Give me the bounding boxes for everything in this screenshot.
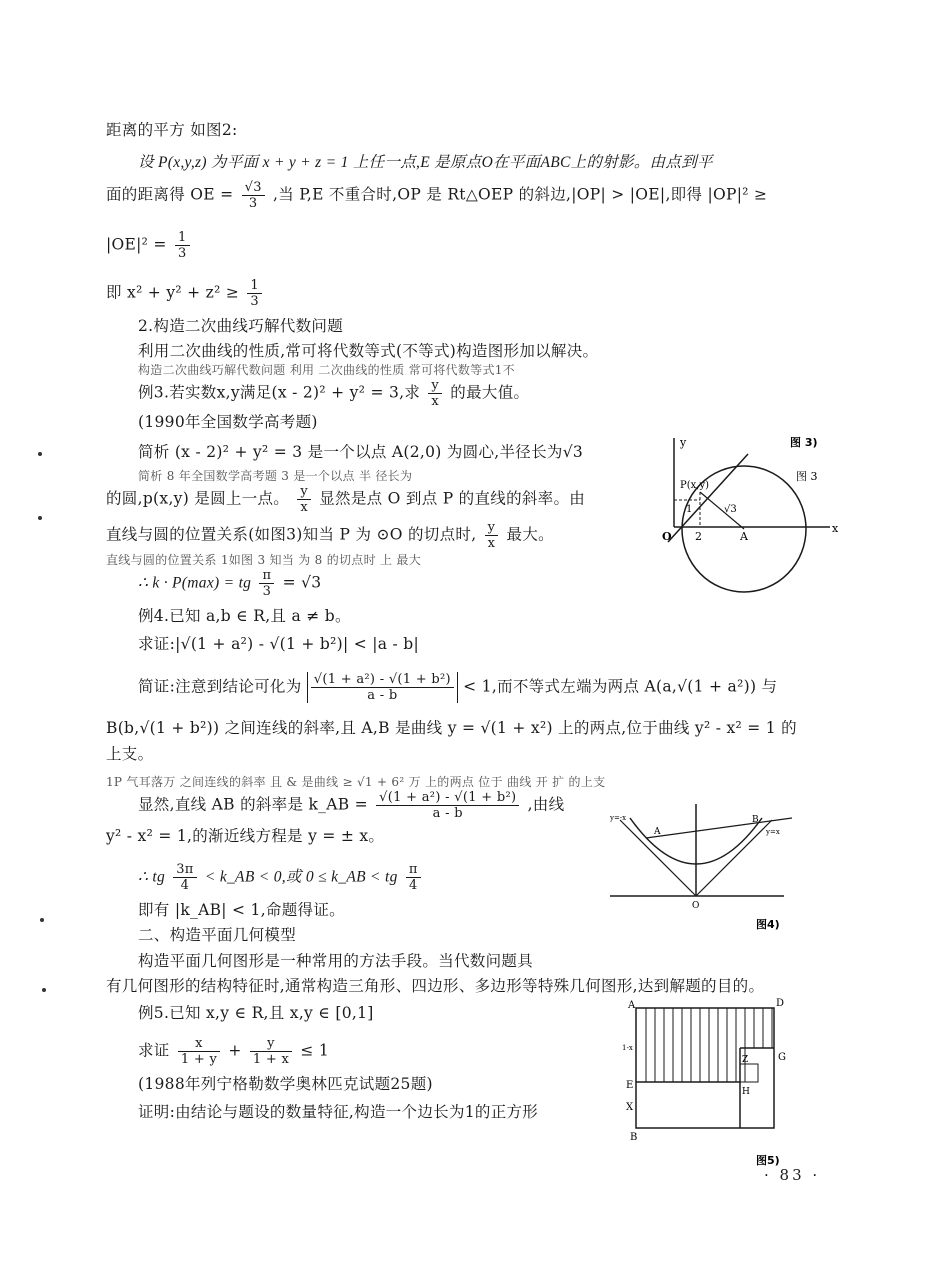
line-text: 简析 8 年全国数学高考题 3 是一个以点 半 径长为 (138, 469, 413, 483)
line-text: 显然是点 O 到点 P 的直线的斜率。由 (319, 489, 586, 508)
scan-mark (38, 516, 42, 520)
figure-5 (622, 998, 802, 1170)
label-a: A (740, 530, 748, 543)
hatching (646, 1008, 772, 1082)
label-x: X (626, 1102, 634, 1113)
line-text: 显然,直线 AB 的斜率是 k_AB = (138, 795, 368, 814)
scan-mark (42, 988, 46, 992)
line-text: 有几何图形的结构特征时,通常构造三角形、四边形、多边形等特殊几何图形,达到解题的目的。 (106, 977, 765, 995)
line-text: 即 x² + y² + z² ≥ (106, 283, 240, 302)
figure-caption: 图 3) (790, 436, 818, 449)
page-number: · 83 · (764, 1166, 821, 1184)
label-g: G (778, 1052, 786, 1063)
text-line (138, 900, 345, 920)
text-line (138, 634, 419, 654)
text-line (106, 484, 585, 515)
line-text: ∴ tg (138, 868, 165, 886)
line-text: 构造二次曲线巧解代数问题 利用 二次曲线的性质 常可将代数等式1不 (138, 363, 515, 377)
label-z: Z (742, 1055, 749, 1065)
line-text: 面的距离得 OE = (106, 185, 234, 204)
line-text: 例4.已知 a,b ∈ R,且 a ≠ b。 (138, 607, 351, 625)
fraction: $\frac{\pi}{4}$ (406, 862, 421, 893)
fraction: $\frac{1}{3}$ (175, 230, 190, 261)
text-line (138, 1003, 374, 1023)
fraction: $\frac{y}{x}$ (297, 484, 311, 515)
scan-mark (40, 918, 44, 922)
text-line (106, 744, 153, 764)
label-o: O (662, 530, 672, 543)
text-line (138, 412, 318, 432)
line-text: |OE|² = (106, 235, 167, 254)
line-text: < 1,而不等式左端为两点 A(a,√(1 + a²)) 与 (463, 677, 778, 696)
label-d: D (776, 998, 785, 1009)
label-two: 2 (695, 530, 702, 543)
fraction: $\frac{\text{√(1 + a²) - √(1 + b²)}}{a - b}$ (376, 790, 519, 821)
text-line (106, 550, 421, 570)
line-text: 设 P(x,y,z) 为平面 x + y + z = 1 上任一点,E 是原点O在平面ABC上的射影。由点到平 (138, 154, 713, 171)
figure-caption: 图5) (756, 1154, 780, 1167)
text-line (106, 180, 767, 211)
label-e: E (626, 1080, 634, 1091)
section-heading (138, 316, 343, 336)
line-text: 的最大值。 (450, 383, 530, 402)
figure-caption: 图 3 (796, 470, 818, 483)
fraction: $\frac{\text{√(1 + a²) - √(1 + b²)}}{a - b}$ (311, 672, 454, 703)
text-line (138, 951, 533, 971)
figure-caption: 图4) (756, 918, 780, 931)
line-text: 证明:由结论与题设的数量特征,构造一个边长为1的正方形 (138, 1103, 539, 1121)
line-text: 2.构造二次曲线巧解代数问题 (138, 317, 343, 335)
line-text: ,由线 (527, 795, 565, 814)
label-b: B (752, 815, 759, 825)
label-a: A (654, 827, 661, 837)
label-b: B (630, 1132, 638, 1143)
line-text: 直线与圆的位置关系 1如图 3 知当 为 8 的切点时 上 最大 (106, 553, 422, 567)
fraction: $\frac{y}{x}$ (428, 378, 442, 409)
text-line (138, 1074, 433, 1094)
line-text: 求证:|√(1 + a²) - √(1 + b²)| < |a - b| (138, 635, 420, 653)
text-line (138, 152, 713, 173)
line-text: ,当 P,E 不重合时,OP 是 Rt△OEP 的斜边,|OP| > |OE|,即得 |OP|² ≥ (273, 185, 768, 204)
line-text: < k_AB < 0,或 0 ≤ k_AB < tg (204, 868, 398, 886)
figure-3 (640, 432, 840, 612)
fraction: $\frac{3\pi}{4}$ (173, 862, 196, 893)
label-h: H (742, 1087, 750, 1097)
text-line (138, 360, 515, 380)
line-text: 1P 气耳落万 之间连线的斜率 且 & 是曲线 ≥ √1 + 6² 万 上的两点 位于 曲线 开 扩 的上支 (106, 775, 606, 789)
figure-5-svg (622, 998, 802, 1170)
label-side: 1-x (622, 1044, 633, 1052)
figure-4 (608, 800, 808, 940)
fraction: $\frac{1}{3}$ (247, 278, 262, 309)
text-line (138, 341, 598, 361)
line-text: 简证:注意到结论可化为 (138, 677, 302, 696)
line-text: 即有 |k_AB| < 1,命题得证。 (138, 901, 345, 919)
text-line (138, 790, 564, 821)
line-text: 的圆,p(x,y) 是圆上一点。 (106, 489, 290, 508)
line-text: = √3 (282, 573, 322, 592)
text-line (138, 606, 351, 626)
line-text: 构造平面几何图形是一种常用的方法手段。当代数问题具 (138, 952, 534, 970)
line-text: 例5.已知 x,y ∈ R,且 x,y ∈ [0,1] (138, 1004, 374, 1022)
line-text: (1990年全国数学高考题) (138, 413, 318, 431)
line-text: 简析 (x - 2)² + y² = 3 是一个以点 A(2,0) 为圆心,半径长为√3 (138, 443, 584, 461)
scan-mark (38, 452, 42, 456)
line-text: 距离的平方 如图2: (106, 121, 238, 139)
inner-rect (740, 1064, 758, 1082)
line-text: 二、构造平面几何模型 (138, 926, 297, 944)
label-y-minus-x: y=-x (610, 814, 627, 822)
line-text: 上支。 (106, 745, 154, 763)
text-line (106, 826, 384, 846)
label-o: O (692, 901, 700, 911)
text-line (138, 672, 777, 703)
line-text: B(b,√(1 + b²)) 之间连线的斜率,且 A,B 是曲线 y = √(1 + x²) 上的两点,位于曲线 y² - x² = 1 的 (106, 719, 797, 737)
line-text: 利用二次曲线的性质,常可将代数等式(不等式)构造图形加以解决。 (138, 342, 599, 360)
text-line (106, 120, 238, 140)
figure-4-svg (608, 800, 808, 940)
line-text: ≤ 1 (300, 1041, 330, 1060)
text-line (138, 378, 529, 409)
label-one: 1 (686, 504, 693, 515)
abs-value (307, 672, 458, 703)
square (636, 1008, 774, 1128)
figure-3-svg (640, 432, 840, 612)
text-line (106, 718, 797, 738)
line-text: y² - x² = 1,的渐近线方程是 y = ± x。 (106, 827, 385, 845)
section-heading (138, 925, 296, 945)
label-y: y (680, 436, 687, 449)
line-text: 最大。 (506, 525, 554, 544)
line-text: 例3.若实数x,y满足(x - 2)² + y² = 3,求 (138, 383, 421, 402)
fraction: $\frac{x}{1 + y}$ (178, 1036, 220, 1067)
text-line (138, 1102, 538, 1122)
line-text: 求证 (138, 1041, 170, 1060)
text-line (106, 230, 193, 261)
text-line (138, 568, 321, 599)
fraction: $\frac{y}{1 + x}$ (250, 1036, 292, 1067)
label-p: P(x,y) (680, 480, 709, 491)
fraction: $\frac{√3}{3}$ (242, 180, 265, 211)
text-line (106, 976, 764, 996)
line-text: ∴ k · P(max) = tg (138, 574, 252, 592)
label-a: A (628, 1000, 636, 1011)
line-text: 直线与圆的位置关系(如图3)知当 P 为 ⊙O 的切点时, (106, 525, 477, 544)
label-sqrt3: √3 (724, 504, 737, 515)
line-text: (1988年列宁格勒数学奥林匹克试题25题) (138, 1075, 433, 1093)
text-line: 求证 $\frac{x}{1 + y}$ + $\frac{y}{1 + x}$ ≤ 1 (138, 1036, 330, 1067)
text-line (138, 466, 412, 486)
radius-line (700, 492, 744, 529)
label-y-plus-x: y=x (766, 828, 780, 836)
text-line (106, 772, 605, 792)
text-line (106, 278, 265, 309)
asymptote-right (696, 820, 772, 896)
fraction: $\frac{\pi}{3}$ (259, 568, 274, 599)
text-line (138, 862, 424, 893)
text-line (138, 442, 583, 462)
fraction: $\frac{y}{x}$ (485, 520, 499, 551)
label-x: x (832, 522, 839, 535)
text-line (106, 520, 554, 551)
